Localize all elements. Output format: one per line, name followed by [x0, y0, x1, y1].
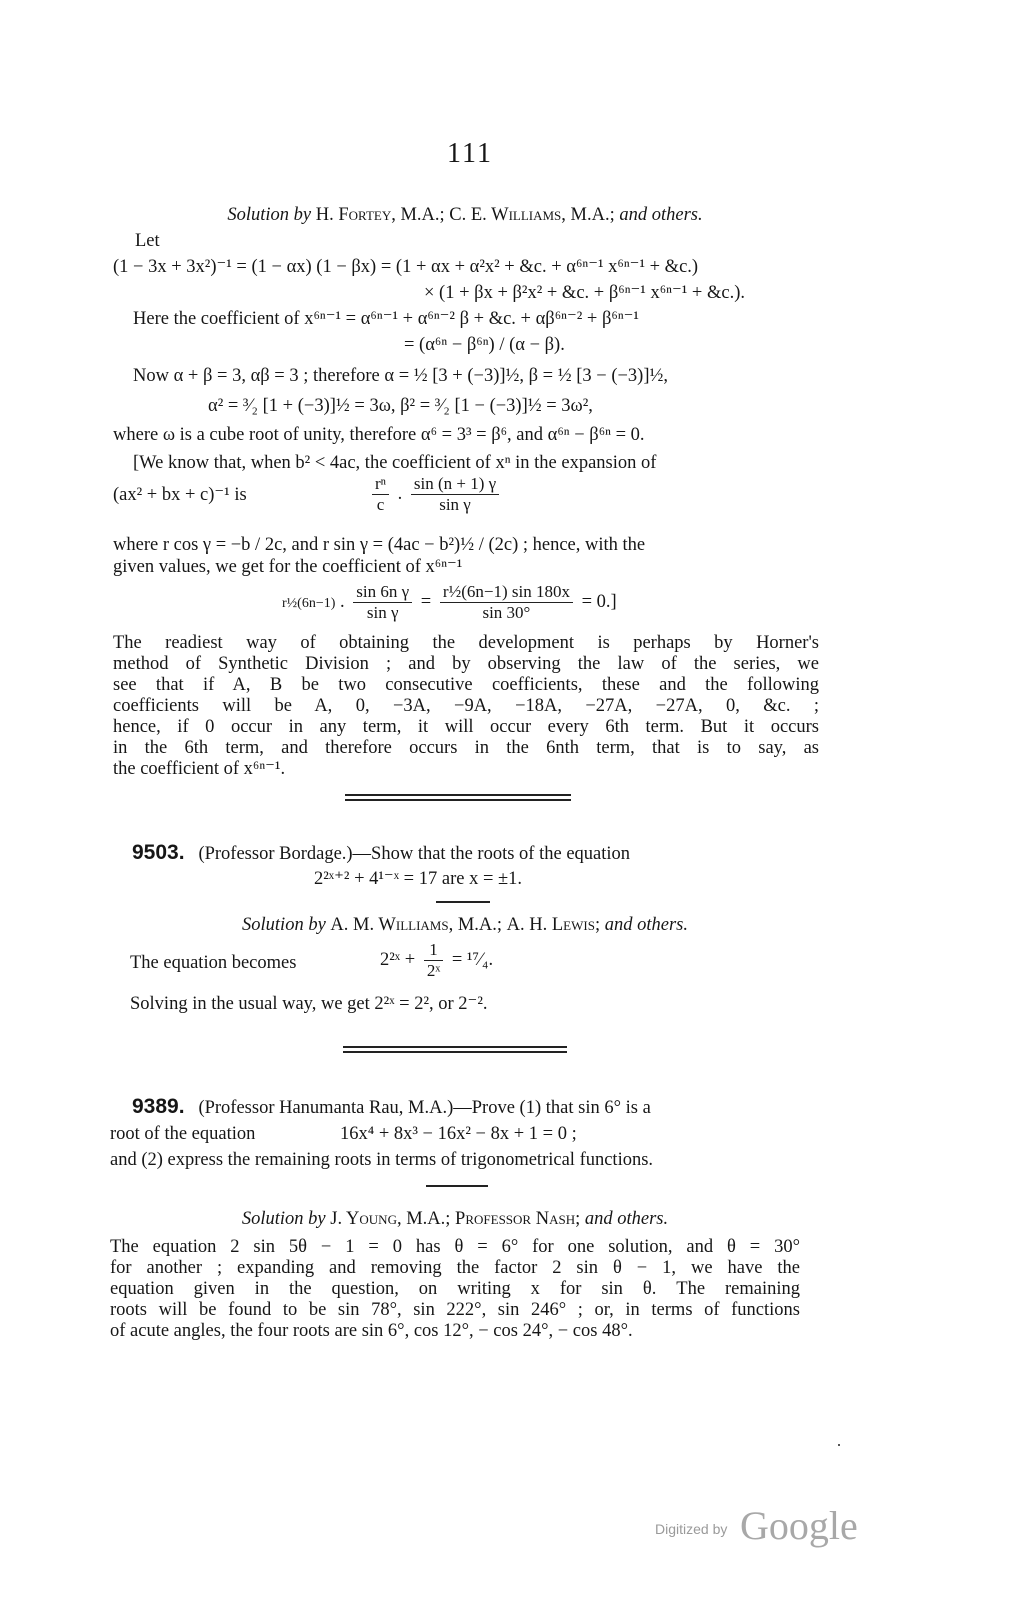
- numerator: r½(6n−1) sin 180x: [440, 582, 573, 603]
- equation-line: Solving in the usual way, we get 2²ˣ = 2², or 2⁻².: [130, 994, 488, 1014]
- equation-line: and (2) express the remaining roots in terms of trigonometrical functions.: [110, 1150, 654, 1170]
- author-1: J. Young, M.A.: [330, 1209, 446, 1229]
- short-divider: [426, 1185, 488, 1187]
- fraction: [411, 474, 499, 515]
- fraction: [440, 582, 573, 623]
- google-logo: Google: [740, 1503, 858, 1548]
- separator: ;: [575, 1209, 581, 1229]
- problem-statement: (Professor Bordage.)—Show that the roots of the equation: [198, 844, 631, 864]
- fraction-expression: [380, 940, 493, 981]
- paragraph-line: The equation 2 sin 5θ − 1 = 0 has θ = 6° for one solution, and θ = 30°: [110, 1237, 800, 1257]
- and-others-label: and others.: [604, 915, 688, 935]
- problem-header: [132, 1096, 651, 1119]
- equation-line: 16x⁴ + 8x³ − 16x² − 8x + 1 = 0 ;: [340, 1124, 577, 1144]
- author-2: C. E. Williams, M.A.: [449, 205, 610, 225]
- digitized-by-text: Digitized by: [655, 1521, 728, 1537]
- solution-heading-1: [0, 204, 930, 226]
- numerator: rⁿ: [372, 474, 389, 495]
- numerator: 1: [424, 940, 443, 961]
- expression-part: 2²ˣ +: [380, 949, 416, 970]
- numerator: sin 6n γ: [353, 582, 412, 603]
- separator: ;: [609, 205, 615, 225]
- divider: [343, 1046, 567, 1048]
- separator: ;: [496, 915, 503, 935]
- short-divider: [436, 901, 490, 903]
- separator: ;: [594, 915, 601, 935]
- paragraph-line: equation given in the question, on writing x for sin θ. The remaining: [110, 1279, 800, 1299]
- paragraph-line: hence, if 0 occur in any term, it will occur every 6th term. But it occurs: [113, 717, 819, 737]
- equation-line: = (α⁶ⁿ − β⁶ⁿ) / (α − β).: [404, 335, 565, 355]
- solution-heading-3: [0, 1208, 910, 1230]
- divider: [345, 799, 571, 801]
- numerator: sin (n + 1) γ: [411, 474, 499, 495]
- paragraph-line: in the 6th term, and therefore occurs in the 6nth term, that is to say, as: [113, 738, 819, 758]
- problem-statement: (Professor Hanumanta Rau, M.A.)—Prove (1) that sin 6° is a: [198, 1098, 651, 1118]
- equation-line: where r cos γ = −b / 2c, and r sin γ = (4ac − b²)½ / (2c) ; hence, with the: [113, 535, 646, 555]
- problem-number: 9389.: [132, 1095, 185, 1118]
- equation-line: Here the coefficient of x⁶ⁿ⁻¹ = α⁶ⁿ⁻¹ + α⁶ⁿ⁻² β + &c. + αβ⁶ⁿ⁻² + β⁶ⁿ⁻¹: [133, 309, 639, 329]
- equation-line: 2²ˣ⁺² + 4¹⁻ˣ = 17 are x = ±1.: [314, 869, 523, 889]
- denominator: sin γ: [439, 495, 471, 514]
- paragraph-line: the coefficient of x⁶ⁿ⁻¹.: [113, 759, 286, 779]
- equation-line: The equation becomes: [130, 953, 297, 973]
- solution-by-label: Solution by: [242, 915, 326, 935]
- equation-line: where ω is a cube root of unity, therefore α⁶ = 3³ = β⁶, and α⁶ⁿ − β⁶ⁿ = 0.: [113, 425, 645, 445]
- expression-part: = 0.]: [581, 591, 617, 612]
- problem-header: [132, 842, 630, 865]
- equation-line: root of the equation: [110, 1124, 256, 1144]
- equation-line: (1 − 3x + 3x²)⁻¹ = (1 − αx) (1 − βx) = (1 + αx + α²x² + &c. + α⁶ⁿ⁻¹ x⁶ⁿ⁻¹ + &c.): [113, 257, 699, 277]
- denominator: sin γ: [366, 603, 399, 622]
- equation-line: [We know that, when b² < 4ac, the coefficient of xⁿ in the expansion of: [133, 453, 657, 473]
- author-2: A. H. Lewis: [506, 915, 595, 935]
- denominator: 2ˣ: [426, 961, 441, 980]
- dot-operator: .: [340, 591, 345, 612]
- separator: ;: [439, 205, 445, 225]
- equation-line: α² = ³⁄₂ [1 + (−3)]½ = 3ω, β² = ³⁄₂ [1 − (−3)]½ = 3ω²,: [208, 396, 593, 416]
- paragraph-line: see that if A, B be two consecutive coefficients, these and the following: [113, 675, 819, 695]
- expression-part: r½(6n−1): [282, 595, 336, 611]
- let-text: Let: [135, 231, 160, 251]
- fraction: [372, 474, 389, 515]
- divider: [345, 794, 571, 796]
- paragraph-line: The readiest way of obtaining the development is perhaps by Horner's: [113, 633, 819, 653]
- equals-sign: =: [420, 591, 432, 612]
- author-2: Professor Nash: [455, 1209, 576, 1229]
- fraction: [353, 582, 412, 623]
- paragraph-line: for another ; expanding and removing the factor 2 sin θ − 1, we have the: [110, 1258, 800, 1278]
- paragraph-line: method of Synthetic Division ; and by observing the law of the series, we: [113, 654, 819, 674]
- author-1: A. M. Williams, M.A.: [330, 915, 497, 935]
- solution-by-label: Solution by: [241, 1209, 326, 1229]
- equation-line: × (1 + βx + β²x² + &c. + β⁶ⁿ⁻¹ x⁶ⁿ⁻¹ + &c.).: [424, 283, 746, 303]
- solution-by-label: Solution by: [227, 205, 312, 225]
- fraction-expression: [282, 582, 617, 623]
- denominator: sin 30°: [482, 603, 531, 622]
- solution-heading-2: [0, 914, 930, 936]
- and-others-label: and others.: [619, 205, 703, 225]
- expression-part: = ¹⁷⁄₄.: [451, 949, 494, 970]
- paragraph-line: coefficients will be A, 0, −3A, −9A, −18A, −27A, −27A, 0, &c. ;: [113, 696, 819, 716]
- fraction: [424, 940, 443, 981]
- equation-line: Now α + β = 3, αβ = 3 ; therefore α = ½ [3 + (−3)]½, β = ½ [3 − (−3)]½,: [133, 366, 668, 386]
- and-others-label: and others.: [584, 1209, 669, 1229]
- equation-line: (ax² + bx + c)⁻¹ is: [113, 485, 247, 505]
- problem-number: 9503.: [132, 841, 185, 864]
- paragraph-line: roots will be found to be sin 78°, sin 222°, sin 246° ; or, in terms of functions: [110, 1300, 800, 1320]
- speck: [838, 1444, 840, 1446]
- divider: [343, 1051, 567, 1053]
- separator: ;: [445, 1209, 451, 1229]
- fraction-expression: [368, 474, 503, 515]
- dot-operator: .: [397, 483, 403, 504]
- equation-line: given values, we get for the coefficient of x⁶ⁿ⁻¹: [113, 557, 463, 577]
- page-number: 111: [447, 138, 493, 169]
- denominator: c: [376, 495, 385, 514]
- paragraph-line: of acute angles, the four roots are sin 6°, cos 12°, − cos 24°, − cos 48°.: [110, 1321, 633, 1341]
- author-1: H. Fortey, M.A.: [315, 205, 440, 225]
